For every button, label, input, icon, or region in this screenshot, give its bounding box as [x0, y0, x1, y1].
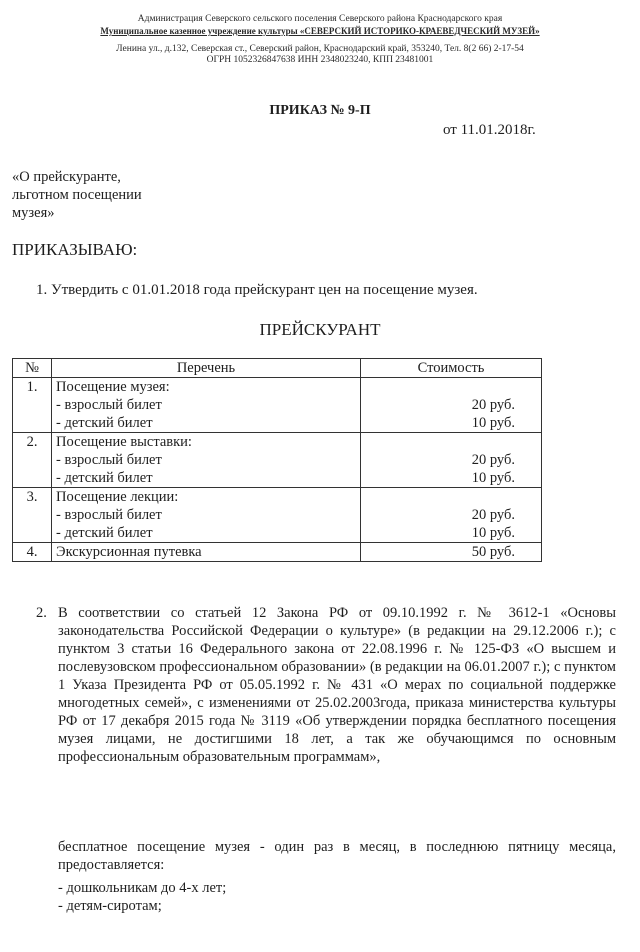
header-num: № — [13, 359, 52, 378]
order-title: ПРИКАЗ № 9-П — [269, 103, 371, 118]
table-row — [13, 378, 542, 433]
row-prices — [361, 488, 542, 543]
row-prices — [361, 433, 542, 488]
item-1: 1. Утвердить с 01.01.2018 года прейскурант цен на посещение музея. — [36, 282, 478, 298]
pricelist-title: ПРЕЙСКУРАНТ — [259, 320, 381, 339]
table-row — [13, 488, 542, 543]
list-item: - детям-сиротам; — [58, 898, 162, 914]
order-date: от 11.01.2018г. — [443, 122, 536, 138]
row-prices — [361, 378, 542, 433]
header-name: Перечень — [52, 359, 361, 378]
list-item: - дошкольникам до 4-х лет; — [58, 880, 227, 896]
row-items — [52, 378, 361, 433]
row-items — [52, 433, 361, 488]
table-row — [13, 543, 542, 562]
child-price: 10 руб. — [471, 470, 515, 486]
row-title: Посещение выставки: — [56, 434, 192, 450]
row-num: 1. — [13, 378, 52, 433]
row-title: Посещение лекции: — [56, 489, 179, 505]
letterhead-institution: Муниципальное казенное учреждение культуры «СЕВЕРСКИЙ ИСТОРИКО-КРАЕВЕДЧЕСКИЙ МУЗЕЙ» — [100, 26, 540, 36]
row-items — [52, 488, 361, 543]
row-num: 3. — [13, 488, 52, 543]
decree-word: ПРИКАЗЫВАЮ: — [12, 240, 138, 259]
row-child: - детский билет — [56, 525, 153, 541]
item-2-number: 2. — [36, 605, 47, 621]
row-child: - детский билет — [56, 470, 153, 486]
row-num: 4. — [13, 543, 52, 562]
table-row — [13, 433, 542, 488]
adult-price: 20 руб. — [471, 397, 515, 413]
row-adult: - взрослый билет — [56, 507, 162, 523]
child-price: 10 руб. — [471, 525, 515, 541]
subject-line-3: музея» — [12, 205, 55, 221]
row-child: - детский билет — [56, 415, 153, 431]
item-2-text: В соответствии со статьей 12 Закона РФ от 09.10.1992 г. № 3612-1 «Основы законодательства Российской Федерации о культуре» (в редакции на 29.12.2006 г.); с пунктом 3 статьи 16 Федерального закона от 22.08.1996 г. № 125-ФЗ «О высшем и послевузовском профессиональном образовании» (в редакции на 06.01.2007 г.); с пунктом 1 Указа Президента РФ от 05.05.1992 г. № 431 «О мерах по социальной поддержке многодетных семей», с изменениями от 25.02.2003года, приказа министерства культуры РФ от 17 декабря 2015 года № 3119 «Об утверждении порядка бесплатного посещения музея лицами, не достигшими 18 лет, а так же обучающимся по основным профессиональным образовательным программам», — [58, 605, 616, 765]
subject-line-1: «О прейскуранте, — [12, 169, 121, 185]
table-header-row — [13, 359, 542, 378]
free-visit-text: бесплатное посещение музея - один раз в месяц, в последнюю пятницу месяца, предоставляется: — [58, 839, 616, 873]
adult-price: 20 руб. — [471, 452, 515, 468]
row-adult: - взрослый билет — [56, 452, 162, 468]
header-price: Стоимость — [361, 359, 542, 378]
child-price: 10 руб. — [471, 415, 515, 431]
row-price: 50 руб. — [361, 543, 542, 562]
subject-line-2: льготном посещении — [12, 187, 142, 203]
letterhead-org: Администрация Северского сельского поселения Северского района Краснодарского края — [137, 14, 503, 24]
letterhead-address: Ленина ул., д.132, Северская ст., Северский район, Краснодарский край, 353240, Тел. 8(2 66) 2-17-54 — [116, 44, 524, 54]
letterhead-registration: ОГРН 1052326847638 ИНН 2348023240, КПП 23481001 — [206, 55, 434, 65]
row-adult: - взрослый билет — [56, 397, 162, 413]
adult-price: 20 руб. — [471, 507, 515, 523]
row-title: Экскурсионная путевка — [52, 543, 361, 562]
row-title: Посещение музея: — [56, 379, 170, 395]
item-2-body — [58, 604, 616, 766]
row-num: 2. — [13, 433, 52, 488]
pricelist-table — [12, 358, 542, 562]
